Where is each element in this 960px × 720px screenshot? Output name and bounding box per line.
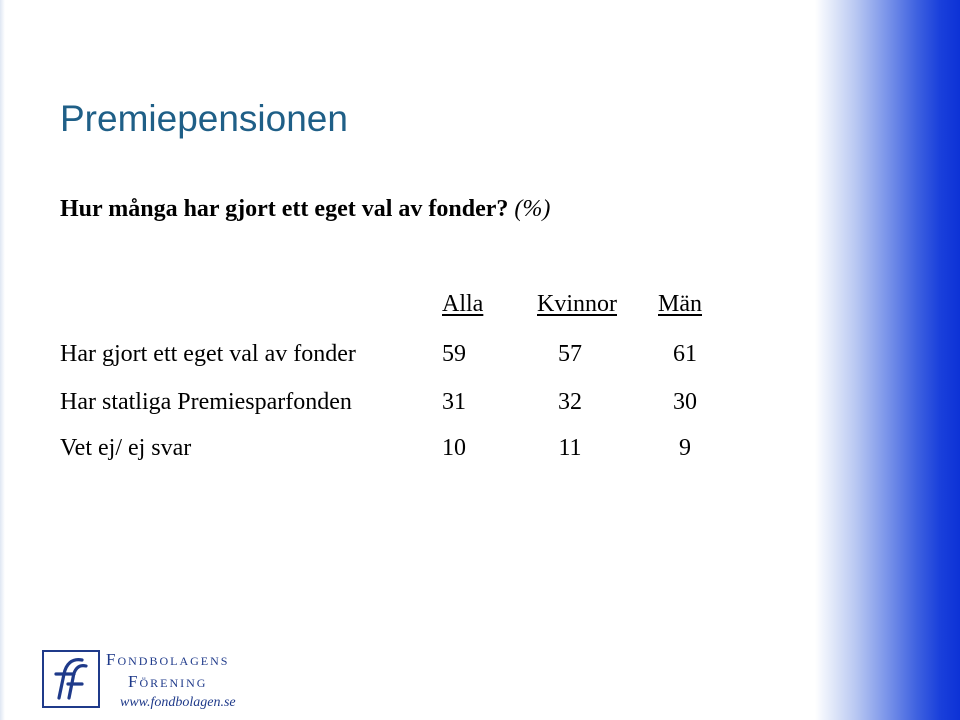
cell-vet-ej-alla: 10 [442,435,466,461]
cell-premiesparfonden-man: 30 [673,389,697,415]
column-header-alla: Alla [442,291,484,317]
logo-text-fondbolagens: Fondbolagens [106,650,230,669]
question-text: Hur många har gjort ett eget val av fonder? [60,196,509,222]
row-label-premiesparfonden: Har statliga Premiesparfonden [60,389,352,415]
cell-premiesparfonden-alla: 31 [442,389,466,415]
column-header-man: Män [658,291,702,317]
cell-vet-ej-kvinnor: 11 [558,435,582,461]
cell-premiesparfonden-kvinnor: 32 [558,389,582,415]
cell-eget-val-kvinnor: 57 [558,341,582,367]
fondbolagen-logo [42,648,272,716]
logo-text-forening: Förening [128,672,208,691]
left-edge-stripe [0,0,5,720]
logo-url: www.fondbolagen.se [120,695,236,710]
column-header-kvinnor: Kvinnor [537,291,617,317]
row-label-vet-ej: Vet ej/ ej svar [60,435,192,461]
question-heading [60,196,550,223]
question-unit: (%) [514,196,551,222]
slide-title: Premiepensionen [60,98,348,139]
right-gradient-band [815,0,960,720]
row-label-eget-val: Har gjort ett eget val av fonder [60,341,356,367]
cell-eget-val-alla: 59 [442,341,466,367]
ff-monogram-icon [42,650,100,708]
cell-eget-val-man: 61 [673,341,697,367]
cell-vet-ej-man: 9 [679,435,691,461]
